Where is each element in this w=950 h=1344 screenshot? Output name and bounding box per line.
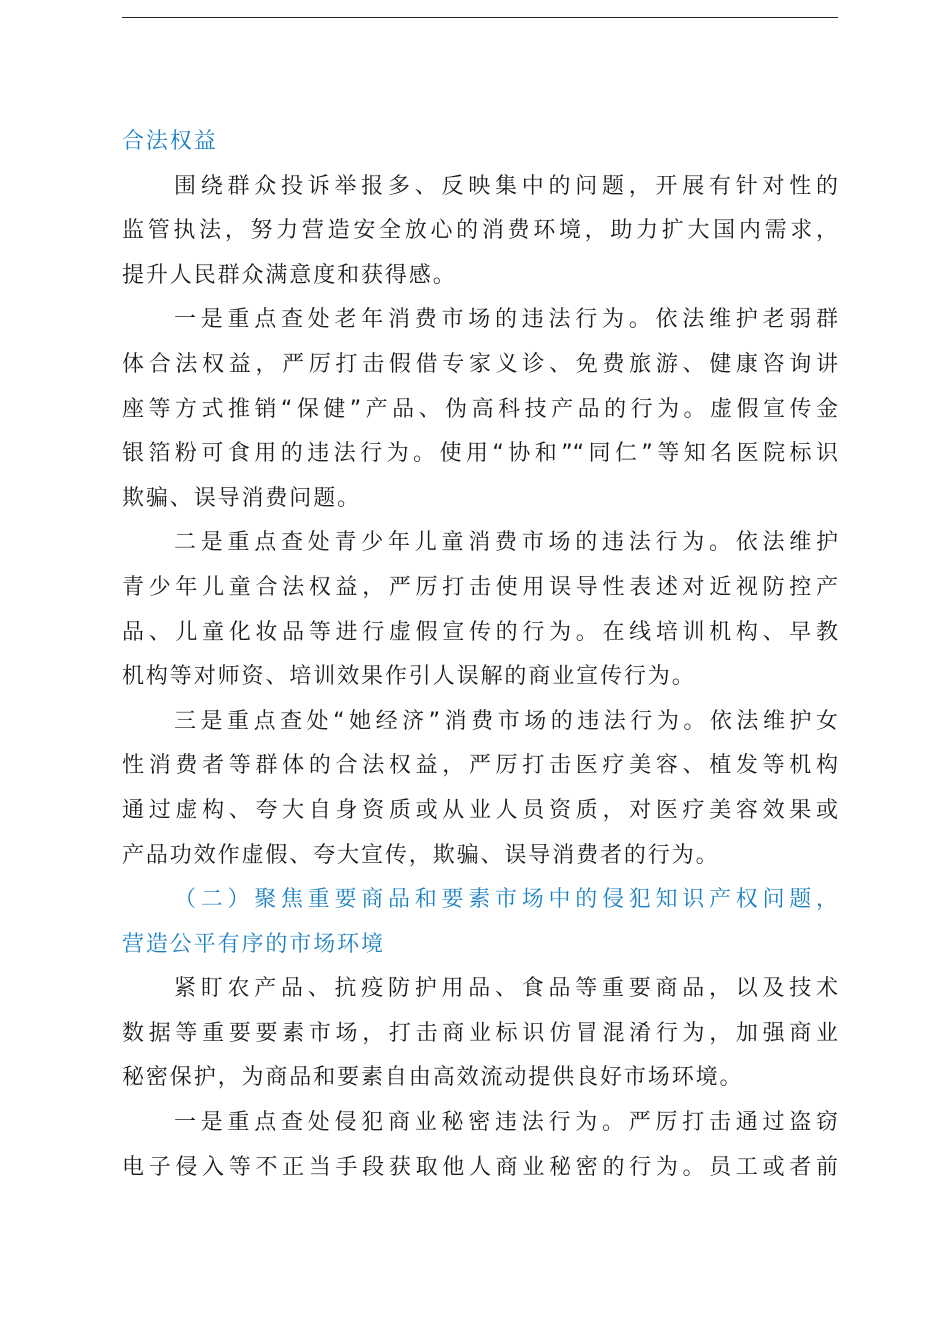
text-line: 一是重点查处老年消费市场的违法行为。依法维护老弱群 <box>174 307 838 333</box>
text-line: 青少年儿童合法权益，严厉打击使用误导性表述对近视防控产 <box>122 574 838 600</box>
text-line: 围绕群众投诉举报多、反映集中的问题，开展有针对性的 <box>174 173 838 199</box>
text-line: 合法权益 <box>122 129 218 154</box>
text-line: 性消费者等群体的合法权益，严厉打击医疗美容、植发等机构 <box>122 753 838 779</box>
header-rule <box>122 17 838 18</box>
text-line: 三是重点查处“她经济”消费市场的违法行为。依法维护女 <box>174 708 838 734</box>
text-line: 银箔粉可食用的违法行为。使用“协和”“同仁”等知名医院标识 <box>122 441 838 467</box>
text-line: 提升人民群众满意度和获得感。 <box>122 262 457 288</box>
section-heading: 营造公平有序的市场环境 <box>122 931 385 957</box>
text-line: 数据等重要要素市场，打击商业标识仿冒混淆行为，加强商业 <box>122 1020 838 1046</box>
text-line: 电子侵入等不正当手段获取他人商业秘密的行为。员工或者前 <box>122 1154 838 1180</box>
text-line: 秘密保护，为商品和要素自由高效流动提供良好市场环境。 <box>122 1065 744 1091</box>
document-body <box>122 120 838 1190</box>
text-line: 机构等对师资、培训效果作引人误解的商业宣传行为。 <box>122 664 696 690</box>
text-line: 二是重点查处青少年儿童消费市场的违法行为。依法维护 <box>174 530 838 556</box>
text-line: 座等方式推销“保健”产品、伪高科技产品的行为。虚假宣传金 <box>122 396 839 422</box>
text-line: 紧盯农产品、抗疫防护用品、食品等重要商品，以及技术 <box>174 976 838 1002</box>
text-line: 体合法权益，严厉打击假借专家义诊、免费旅游、健康咨询讲 <box>122 351 838 377</box>
text-line: 产品功效作虚假、夸大宣传，欺骗、误导消费者的行为。 <box>122 842 720 868</box>
text-line: 品、儿童化妆品等进行虚假宣传的行为。在线培训机构、早教 <box>122 619 838 645</box>
section-heading: （二）聚焦重要商品和要素市场中的侵犯知识产权问题， <box>174 887 838 913</box>
text-line: 通过虚构、夸大自身资质或从业人员资质，对医疗美容效果或 <box>122 797 838 823</box>
text-line: 监管执法，努力营造安全放心的消费环境，助力扩大国内需求， <box>122 218 838 244</box>
text-line: 一是重点查处侵犯商业秘密违法行为。严厉打击通过盗窃 <box>174 1110 838 1136</box>
text-line: 欺骗、误导消费问题。 <box>122 485 362 511</box>
